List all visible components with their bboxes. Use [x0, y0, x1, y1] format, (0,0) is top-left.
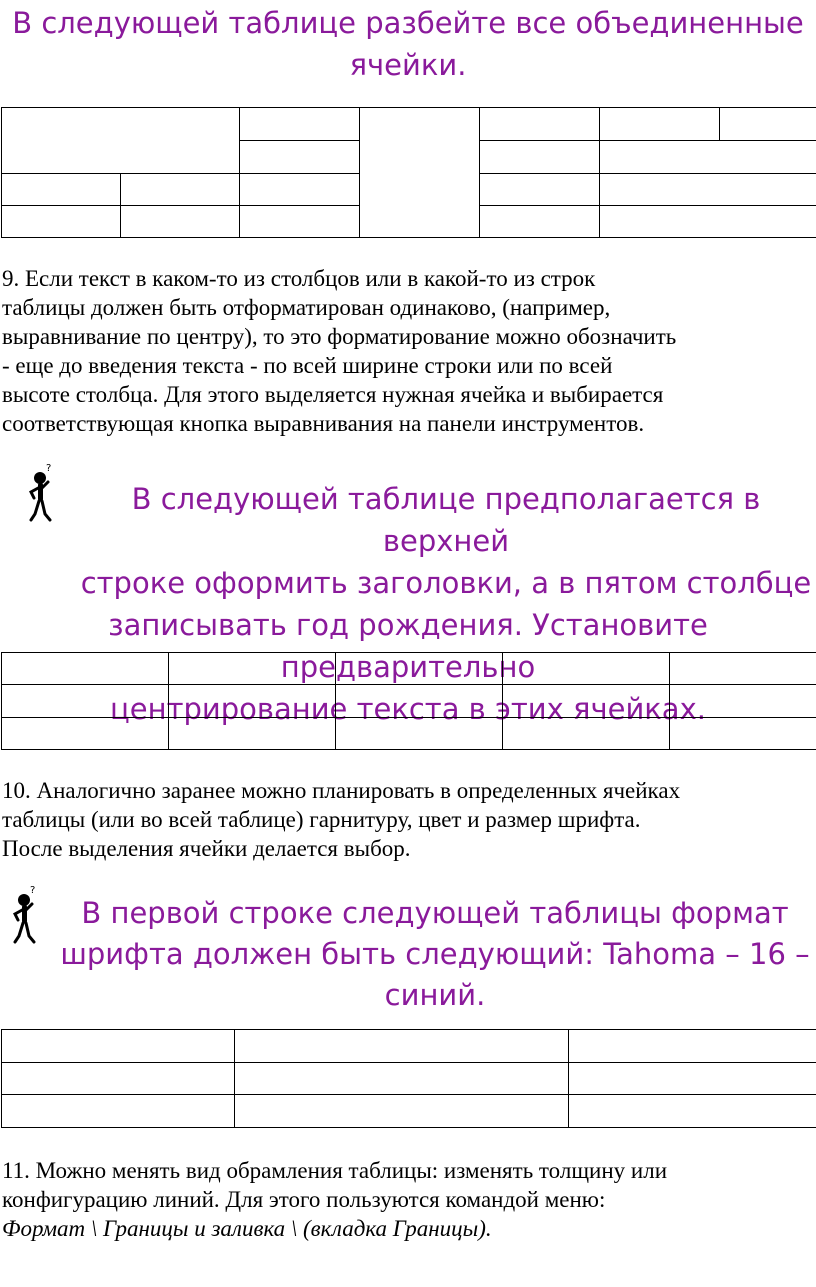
- task-line: В первой строке следующей таблицы формат: [81, 896, 789, 930]
- svg-text:?: ?: [46, 463, 52, 474]
- table-cell[interactable]: [480, 108, 600, 141]
- table-cell[interactable]: [2, 1063, 235, 1095]
- task-line: центрирование текста в этих ячейках.: [110, 692, 706, 726]
- task-line: синий.: [384, 978, 486, 1012]
- table-cell[interactable]: [480, 174, 600, 206]
- table-cell[interactable]: [336, 685, 503, 718]
- birth-year-table: [1, 652, 816, 750]
- table-cell[interactable]: [2, 718, 169, 750]
- table-cell[interactable]: [2, 653, 169, 685]
- task-line: строке оформить заголовки, а в пятом столбце: [80, 566, 812, 600]
- table-cell[interactable]: [336, 718, 503, 750]
- text-line: 9. Если текст в каком-то из столбцов или в какой-то из строк: [2, 266, 596, 291]
- table-cell[interactable]: [600, 108, 720, 141]
- text-line: высоте столбца. Для этого выделяется нужная ячейка и выбирается: [2, 382, 664, 407]
- table-cell[interactable]: [121, 174, 240, 206]
- table-cell[interactable]: [670, 718, 816, 750]
- svg-text:?: ?: [30, 885, 36, 896]
- text-line: 10. Аналогично заранее можно планировать в определенных ячейках: [2, 778, 681, 803]
- merged-cells-table: [1, 107, 816, 238]
- text-line: таблицы (или во всей таблице) гарнитуру, цвет и размер шрифта.: [2, 807, 641, 832]
- table-cell[interactable]: [360, 108, 480, 238]
- text-line: - еще до введения текста - по всей ширине строки или по всей: [2, 353, 613, 378]
- task-line: шрифта должен быть следующий: Tahoma – 16 –: [60, 937, 810, 971]
- table-cell[interactable]: [240, 174, 360, 206]
- table-cell[interactable]: [503, 653, 670, 685]
- paragraph-9: [2, 264, 816, 438]
- heading-line: ячейки.: [349, 48, 467, 82]
- table-cell[interactable]: [600, 141, 816, 174]
- table-cell[interactable]: [720, 108, 816, 141]
- table-cell[interactable]: [235, 1030, 569, 1063]
- table-cell[interactable]: [235, 1095, 569, 1128]
- table-cell[interactable]: [336, 653, 503, 685]
- table-cell[interactable]: [569, 1095, 816, 1128]
- table-cell[interactable]: [480, 141, 600, 174]
- text-line: таблицы должен быть отформатирован одинаково, (например,: [2, 295, 611, 320]
- table-cell[interactable]: [569, 1030, 816, 1063]
- table-cell[interactable]: [169, 685, 336, 718]
- table-cell[interactable]: [480, 206, 600, 238]
- task-line: В следующей таблице предполагается в верхней: [131, 482, 761, 558]
- text-line: конфигурацию линий. Для этого пользуются командой меню:: [2, 1187, 606, 1212]
- table-cell[interactable]: [2, 206, 121, 238]
- table-cell[interactable]: [121, 206, 240, 238]
- table-cell[interactable]: [169, 653, 336, 685]
- task-font-format: [0, 893, 816, 1016]
- text-line: После выделения ячейки делается выбор.: [2, 836, 411, 861]
- table-cell[interactable]: [2, 685, 169, 718]
- table-cell[interactable]: [240, 141, 360, 174]
- table-cell[interactable]: [503, 685, 670, 718]
- heading-split-cells: [0, 2, 816, 86]
- heading-line: В следующей таблице разбейте все объединенные: [12, 6, 804, 40]
- table-cell[interactable]: [600, 174, 816, 206]
- task-line: записывать год рождения. Установите предварительно: [108, 608, 708, 684]
- table-cell[interactable]: [240, 206, 360, 238]
- table-cell[interactable]: [600, 206, 816, 238]
- table-cell[interactable]: [569, 1063, 816, 1095]
- table-cell[interactable]: [2, 1095, 235, 1128]
- paragraph-11: [2, 1156, 816, 1243]
- table-cell[interactable]: [240, 108, 360, 141]
- table-cell[interactable]: [169, 718, 336, 750]
- text-line: выравнивание по центру), то это форматирование можно обозначить: [2, 324, 677, 349]
- table-cell[interactable]: [670, 685, 816, 718]
- menu-path: Формат \ Границы и заливка \ (вкладка Границы).: [2, 1216, 492, 1241]
- table-cell[interactable]: [2, 108, 240, 174]
- text-line: соответствующая кнопка выравнивания на панели инструментов.: [2, 411, 645, 436]
- table-cell[interactable]: [235, 1063, 569, 1095]
- paragraph-10: [2, 776, 816, 863]
- table-cell[interactable]: [503, 718, 670, 750]
- table-cell[interactable]: [2, 1030, 235, 1063]
- font-format-table: [1, 1029, 816, 1128]
- table-cell[interactable]: [2, 174, 121, 206]
- text-line: 11. Можно менять вид обрамления таблицы: изменять толщину или: [2, 1158, 668, 1183]
- table-cell[interactable]: [670, 653, 816, 685]
